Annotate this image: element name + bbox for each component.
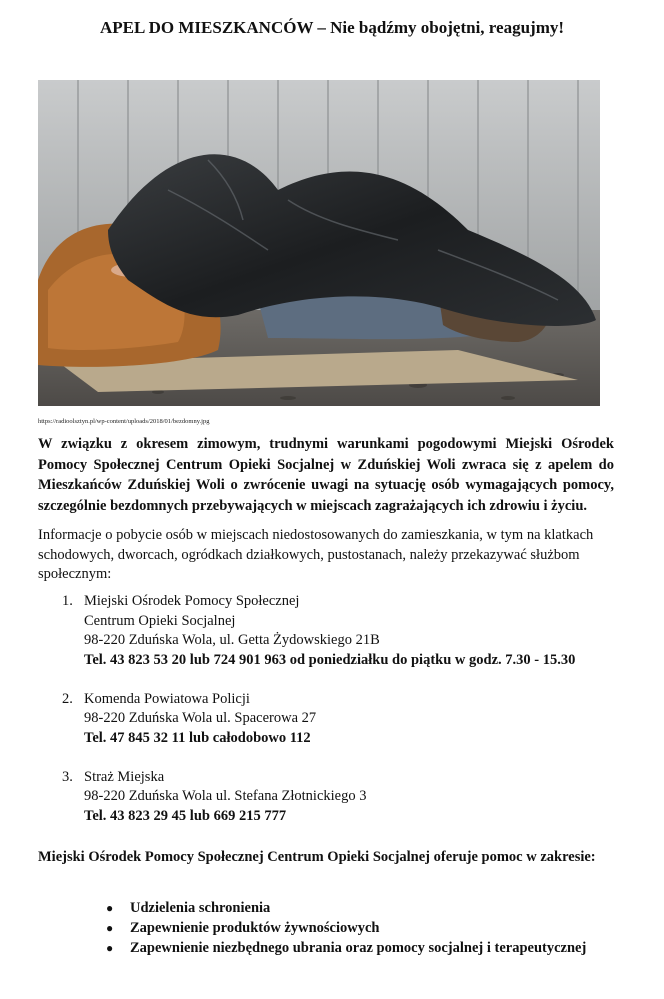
info-paragraph: Informacje o pobycie osób w miejscach niedostosowanych do zamieszkania, w tym na klatkach schodowych, dworcach, ogródkach działkowych, pustostanach, należy przekazywać służbom społecznym: <box>38 527 594 582</box>
contact-number: 3. <box>62 768 73 785</box>
service-label: Zapewnienie produktów żywnościowych <box>130 920 380 936</box>
contact-line: Straż Miejska <box>84 768 165 785</box>
contact-list <box>62 592 622 846</box>
contact-item-mops <box>62 592 622 670</box>
contact-address: 98-220 Zduńska Wola ul. Stefana Złotnickiego 3 <box>84 788 367 804</box>
appeal-lead-paragraph: W związku z okresem zimowym, trudnymi warunkami pogodowymi Miejski Ośrodek Pomocy Społecznej Centrum Opieki Socjalnej w Zduńskiej Woli zwraca się z apelem do Mieszkańców Zduńskiej Woli o zwrócenie uwagi na sytuację osób wymagających pomocy, szczególnie bezdomnych przebywających w miejscach zagrażających ich zdrowiu i życiu. <box>38 436 614 514</box>
contact-item-police <box>62 690 622 749</box>
homeless-person-photo <box>38 80 600 406</box>
contact-line: Komenda Powiatowa Policji <box>84 690 250 707</box>
bullet-icon: ● <box>106 921 114 935</box>
contact-item-city-guard <box>62 768 622 827</box>
contact-number: 1. <box>62 593 73 609</box>
offer-heading: Miejski Ośrodek Pomocy Społecznej Centrum Opieki Socjalnej oferuje pomoc w zakresie: <box>38 849 596 865</box>
service-label: Zapewnienie niezbędnego ubrania oraz pomocy socjalnej i terapeutycznej <box>130 940 587 956</box>
bullet-icon: ● <box>106 901 114 915</box>
contact-line: Miejski Ośrodek Pomocy Społecznej <box>84 593 300 609</box>
list-item <box>106 918 626 938</box>
contact-address: 98-220 Zduńska Wola, ul. Getta Żydowskiego 21B <box>84 632 380 648</box>
service-label: Udzielenia schronienia <box>130 900 271 916</box>
list-item <box>106 938 626 958</box>
contact-line: Centrum Opieki Socjalnej <box>84 612 236 629</box>
list-item <box>106 898 626 918</box>
contact-phone: Tel. 43 823 29 45 lub 669 215 777 <box>84 807 287 824</box>
contact-address: 98-220 Zduńska Wola ul. Spacerowa 27 <box>84 710 317 726</box>
bullet-icon: ● <box>106 941 114 955</box>
contact-phone: Tel. 47 845 32 11 lub całodobowo 112 <box>84 729 311 746</box>
contact-number: 2. <box>62 690 73 707</box>
photo-caption: https://radioolsztyn.pl/wp-content/uploads/2018/01/bezdomny.jpg <box>38 418 210 425</box>
services-list <box>106 898 626 958</box>
page-title: APEL DO MIESZKANCÓW – Nie bądźmy obojętni, reagujmy! <box>99 18 565 37</box>
contact-phone: Tel. 43 823 53 20 lub 724 901 963 od poniedziałku do piątku w godz. 7.30 - 15.30 <box>84 651 576 668</box>
